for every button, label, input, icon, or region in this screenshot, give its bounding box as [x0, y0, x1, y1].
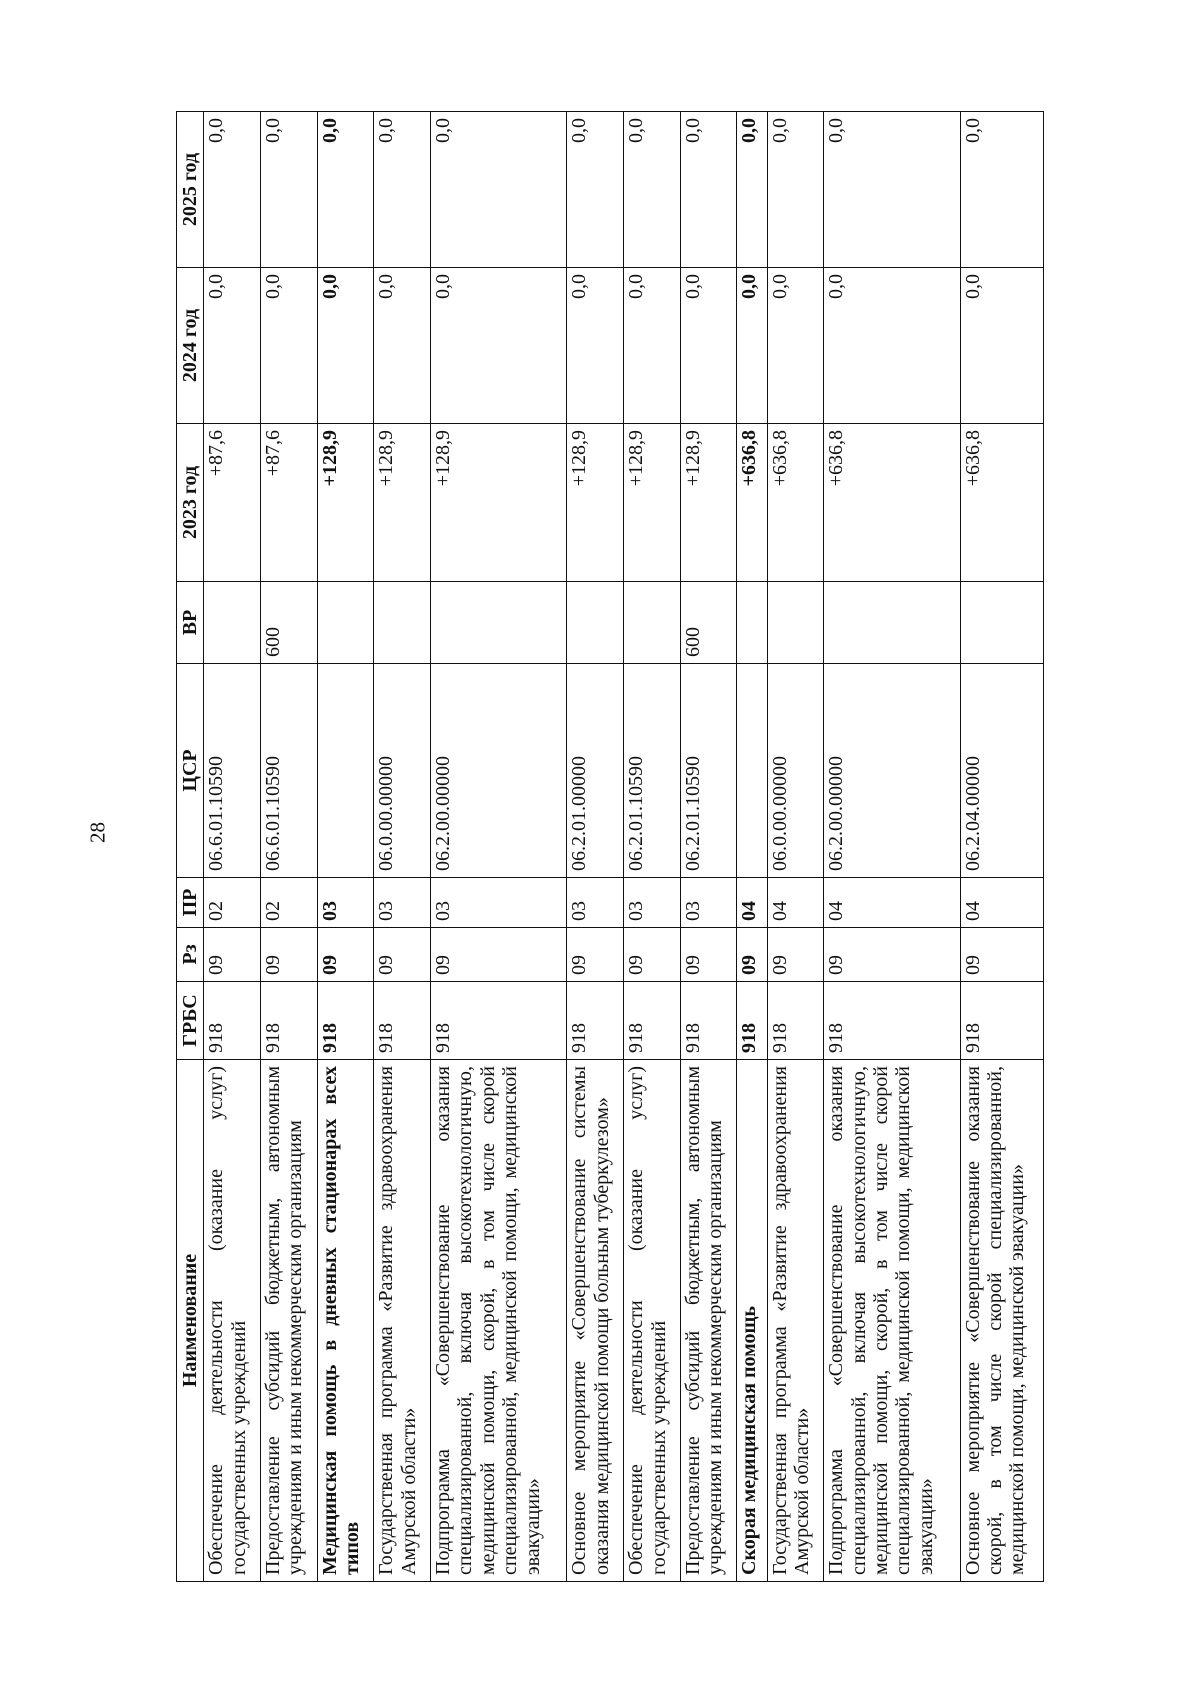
cell-2025: 0,0: [374, 112, 431, 268]
cell-2023: +128,9: [374, 424, 431, 582]
cell-pr: 04: [737, 878, 767, 928]
cell-csr: 06.6.01.10590: [204, 664, 261, 878]
table-row: [824, 112, 960, 1582]
cell-csr: 06.0.00.00000: [374, 664, 431, 878]
cell-vr: [624, 582, 681, 664]
cell-grbs: 918: [567, 982, 624, 1060]
cell-2024: 0,0: [624, 268, 681, 424]
cell-csr: 06.2.01.00000: [567, 664, 624, 878]
cell-grbs: 918: [317, 982, 374, 1060]
header-csr: ЦСР: [177, 664, 204, 878]
cell-rz: 09: [737, 928, 767, 982]
header-2025: 2025 год: [177, 112, 204, 268]
cell-rz: 09: [624, 928, 681, 982]
cell-csr: 06.2.01.10590: [624, 664, 681, 878]
cell-vr: [767, 582, 824, 664]
header-grbs: ГРБС: [177, 982, 204, 1060]
cell-vr: [374, 582, 431, 664]
table-row: [767, 112, 824, 1582]
cell-grbs: 918: [374, 982, 431, 1060]
cell-2024: 0,0: [204, 268, 261, 424]
cell-csr: 06.2.00.00000: [431, 664, 567, 878]
cell-2024: 0,0: [374, 268, 431, 424]
budget-table: [176, 111, 1044, 1582]
cell-name: Государственная программа «Развитие здравоохранения Амурской области»: [374, 1060, 431, 1582]
cell-grbs: 918: [767, 982, 824, 1060]
cell-csr: [737, 664, 767, 878]
cell-2024: 0,0: [960, 268, 1043, 424]
cell-2023: +128,9: [624, 424, 681, 582]
cell-csr: 06.0.00.00000: [767, 664, 824, 878]
cell-rz: 09: [431, 928, 567, 982]
cell-2025: 0,0: [204, 112, 261, 268]
cell-name: Медицинская помощь в дневных стационарах всех типов: [317, 1060, 374, 1582]
cell-rz: 09: [767, 928, 824, 982]
cell-2023: +128,9: [431, 424, 567, 582]
cell-vr: [567, 582, 624, 664]
cell-rz: 09: [567, 928, 624, 982]
cell-pr: 04: [960, 878, 1043, 928]
cell-name: Основное мероприятие «Совершенствование системы оказания медицинской помощи больным туберкулезом»: [567, 1060, 624, 1582]
table-body: [204, 112, 1044, 1582]
cell-2023: +636,8: [824, 424, 960, 582]
cell-2024: 0,0: [737, 268, 767, 424]
cell-2025: 0,0: [824, 112, 960, 268]
cell-pr: 03: [624, 878, 681, 928]
cell-2023: +87,6: [204, 424, 261, 582]
cell-vr: [317, 582, 374, 664]
cell-rz: 09: [261, 928, 318, 982]
cell-rz: 09: [204, 928, 261, 982]
cell-vr: [960, 582, 1043, 664]
table-row: [680, 112, 737, 1582]
cell-name: Государственная программа «Развитие здравоохранения Амурской области»: [767, 1060, 824, 1582]
table-row: [737, 112, 767, 1582]
cell-name: Основное мероприятие «Совершенствование оказания скорой, в том числе скорой специализированной, медицинской помощи, медицинской эвакуации»: [960, 1060, 1043, 1582]
cell-name: Обеспечение деятельности (оказание услуг) государственных учреждений: [624, 1060, 681, 1582]
cell-2025: 0,0: [680, 112, 737, 268]
table-row: [960, 112, 1043, 1582]
rotated-page-content: [176, 112, 1044, 1582]
table-row: [374, 112, 431, 1582]
cell-2024: 0,0: [317, 268, 374, 424]
cell-2023: +636,8: [960, 424, 1043, 582]
cell-grbs: 918: [680, 982, 737, 1060]
cell-name: Предоставление субсидий бюджетным, автономным учреждениям и иным некоммерческим организациям: [261, 1060, 318, 1582]
cell-grbs: 918: [824, 982, 960, 1060]
header-2023: 2023 год: [177, 424, 204, 582]
cell-grbs: 918: [261, 982, 318, 1060]
cell-2024: 0,0: [261, 268, 318, 424]
cell-pr: 03: [374, 878, 431, 928]
cell-vr: [431, 582, 567, 664]
cell-rz: 09: [680, 928, 737, 982]
cell-2024: 0,0: [767, 268, 824, 424]
cell-2025: 0,0: [624, 112, 681, 268]
cell-2024: 0,0: [680, 268, 737, 424]
cell-rz: 09: [374, 928, 431, 982]
cell-2024: 0,0: [824, 268, 960, 424]
cell-name: Скорая медицинская помощь: [737, 1060, 767, 1582]
cell-pr: 02: [261, 878, 318, 928]
header-2024: 2024 год: [177, 268, 204, 424]
cell-name: Подпрограмма «Совершенствование оказания специализированной, включая высокотехнологичную, медицинской помощи, скорой, в том числе скорой специализированной, медицинской помощи, медицинской эвакуации»: [431, 1060, 567, 1582]
cell-name: Подпрограмма «Совершенствование оказания специализированной, включая высокотехнологичную, медицинской помощи, скорой, в том числе скорой специализированной, медицинской помощи, медицинской эвакуации»: [824, 1060, 960, 1582]
table-row: [431, 112, 567, 1582]
cell-vr: 600: [261, 582, 318, 664]
cell-csr: 06.2.01.10590: [680, 664, 737, 878]
cell-grbs: 918: [624, 982, 681, 1060]
cell-vr: 600: [680, 582, 737, 664]
cell-2023: +636,8: [767, 424, 824, 582]
header-rz: Рз: [177, 928, 204, 982]
cell-pr: 03: [567, 878, 624, 928]
cell-2023: +87,6: [261, 424, 318, 582]
cell-2025: 0,0: [567, 112, 624, 268]
cell-2023: +128,9: [317, 424, 374, 582]
table-row: [567, 112, 624, 1582]
cell-grbs: 918: [204, 982, 261, 1060]
table-header-row: [177, 112, 204, 1582]
cell-csr: [317, 664, 374, 878]
header-pr: ПР: [177, 878, 204, 928]
cell-2024: 0,0: [431, 268, 567, 424]
cell-grbs: 918: [431, 982, 567, 1060]
cell-csr: 06.6.01.10590: [261, 664, 318, 878]
header-name: Наименование: [177, 1060, 204, 1582]
cell-pr: 04: [767, 878, 824, 928]
table-row: [204, 112, 261, 1582]
cell-name: Обеспечение деятельности (оказание услуг) государственных учреждений: [204, 1060, 261, 1582]
cell-2023: +636,8: [737, 424, 767, 582]
cell-2025: 0,0: [737, 112, 767, 268]
cell-pr: 03: [317, 878, 374, 928]
cell-2025: 0,0: [960, 112, 1043, 268]
table-row: [261, 112, 318, 1582]
table-row: [624, 112, 681, 1582]
page-number: 28: [85, 822, 110, 843]
cell-vr: [824, 582, 960, 664]
cell-pr: 03: [680, 878, 737, 928]
header-vr: ВР: [177, 582, 204, 664]
cell-2023: +128,9: [567, 424, 624, 582]
cell-2025: 0,0: [431, 112, 567, 268]
cell-csr: 06.2.00.00000: [824, 664, 960, 878]
cell-pr: 02: [204, 878, 261, 928]
cell-2023: +128,9: [680, 424, 737, 582]
cell-2025: 0,0: [317, 112, 374, 268]
cell-name: Предоставление субсидий бюджетным, автономным учреждениям и иным некоммерческим организациям: [680, 1060, 737, 1582]
cell-pr: 04: [824, 878, 960, 928]
cell-2025: 0,0: [261, 112, 318, 268]
cell-2024: 0,0: [567, 268, 624, 424]
cell-rz: 09: [317, 928, 374, 982]
cell-rz: 09: [824, 928, 960, 982]
cell-vr: [737, 582, 767, 664]
cell-grbs: 918: [737, 982, 767, 1060]
cell-rz: 09: [960, 928, 1043, 982]
table-row: [317, 112, 374, 1582]
cell-grbs: 918: [960, 982, 1043, 1060]
cell-2025: 0,0: [767, 112, 824, 268]
cell-pr: 03: [431, 878, 567, 928]
cell-vr: [204, 582, 261, 664]
cell-csr: 06.2.04.00000: [960, 664, 1043, 878]
